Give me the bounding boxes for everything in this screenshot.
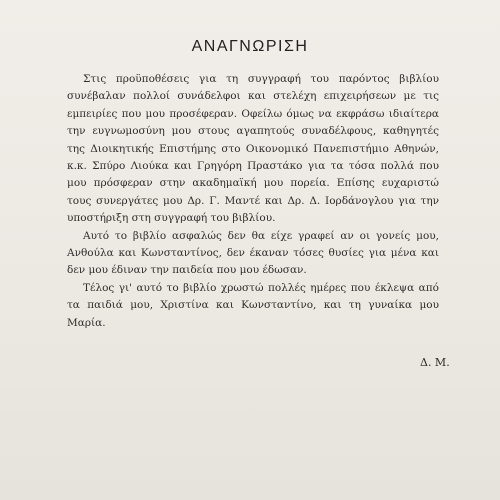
page-heading: ΑΝΑΓΝΩΡΙΣΗ xyxy=(191,38,309,55)
paragraph-1: Στις προϋποθέσεις για τη συγγραφή του παρόντος βιβλίου συνέβαλαν πολλοί συνάδελφοι και στελέχη επιχειρήσεων με τις εμπειρίες που μου προσέφεραν. Οφείλω όμως να εκφράσω ιδιαίτερα την ευγνωμοσύνη μου στους αγαπητούς συναδέλφους, καθηγητές της Διοικητικής Επιστήμης στο Οικονομικό Πανεπιστήμιο Αθηνών, κ.κ. Σπύρο Λιούκα και Γρηγόρη Πραστάκο για τα τόσα πολλά που μου πρόσφεραν στην ακαδημαϊκή μου πορεία. Επίσης ευχαριστώ τους συνεργάτες μου Δρ. Γ. Μαντέ και Δρ. Δ. Ιορδάνογλου για την υποστήριξη στη συγγραφή του βιβλίου. xyxy=(67,73,439,225)
author-initials: Δ. Μ. xyxy=(420,356,450,369)
acknowledgement-text xyxy=(67,71,439,332)
paragraph-2: Αυτό το βιβλίο ασφαλώς δεν θα είχε γραφεί αν οι γονείς μου, Ανθούλα και Κωνσταντίνος, δεν έκαναν τόσες θυσίες για μένα και δεν μου έδιναν την παιδεία που μου έδωσαν. xyxy=(67,229,439,277)
paragraph-3: Τέλος γι' αυτό το βιβλίο χρωστώ πολλές ημέρες που έκλεψα από τα παιδιά μου, Χριστίνα και Κωνσταντίνο, και τη γυναίκα μου Μαρία. xyxy=(67,281,439,329)
